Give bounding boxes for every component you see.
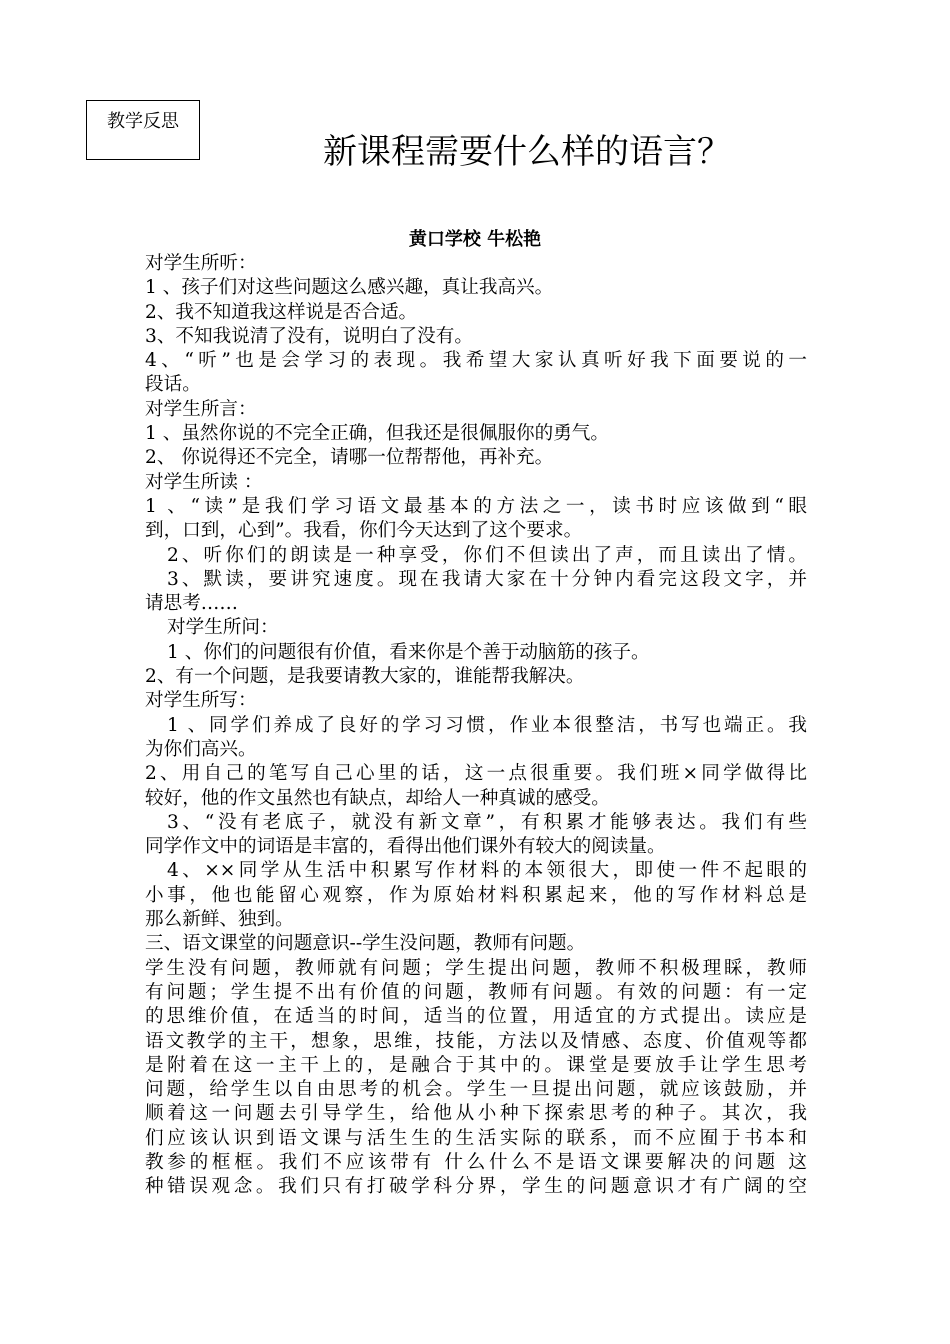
- text-line: 1 、孩子们对这些问题这么感兴趣，真让我高兴。: [145, 277, 554, 299]
- text-line: 那么新鲜、独到。: [145, 909, 294, 931]
- text-line: 种错误观念。我们只有打破学科分界，学生的问题意识才有广阔的空: [145, 1176, 807, 1198]
- text-line: 4、××同学从生活中积累写作材料的本领很大，即使一件不起眼的: [167, 860, 807, 882]
- text-line: 1 、同学们养成了良好的学习习惯，作业本很整洁，书写也端正。我: [167, 714, 807, 736]
- text-line: 教参的框框。我们不应该带有 什么什么不是语文课要解决的问题 这: [145, 1151, 807, 1173]
- text-line: 3、“没有老底子，就没有新文章”，有积累才能够表达。我们有些: [167, 811, 807, 833]
- text-line: 1 、你们的问题很有价值，看来你是个善于动脑筋的孩子。: [167, 641, 650, 663]
- text-line: 2、我不知道我这样说是否合适。: [145, 301, 418, 323]
- text-line: 3、默读，要讲究速度。现在我请大家在十分钟内看完这段文字，并: [167, 568, 807, 590]
- text-line: 们应该认识到语文课与活生生的生活实际的联系，而不应囿于书本和: [145, 1127, 807, 1149]
- text-line: 有问题；学生提不出有价值的问题，教师有问题。有效的问题：有一定: [145, 981, 807, 1003]
- text-line: 2、有一个问题，是我要请教大家的，谁能帮我解决。: [145, 666, 585, 688]
- text-line: 学生没有问题，教师就有问题；学生提出问题，教师不积极理睬，教师: [145, 957, 807, 979]
- text-line: 较好，他的作文虽然也有缺点，却给人一种真诚的感受。: [145, 787, 610, 809]
- text-line: 1 、虽然你说的不完全正确，但我还是很佩服你的勇气。: [145, 423, 609, 445]
- text-line: 小事，他也能留心观察，作为原始材料积累起来，他的写作材料总是: [145, 884, 807, 906]
- text-line: 3、不知我说清了没有，说明白了没有。: [145, 325, 473, 347]
- author-byline: 黄口学校 牛松艳: [408, 229, 542, 250]
- text-line: 的思维价值，在适当的时间，适当的位置，用适宜的方式提出。读应是: [145, 1006, 807, 1028]
- text-line: 顺着这一问题去引导学生，给他从小种下探索思考的种子。其次，我: [145, 1103, 807, 1125]
- text-line: 2、用自己的笔写自己心里的话，这一点很重要。我们班×同学做得比: [145, 763, 807, 785]
- text-line: 请思考……: [145, 593, 238, 615]
- text-line: 语文教学的主干，想象，思维，技能，方法以及情感、态度、价值观等都: [145, 1030, 807, 1052]
- text-line: 2、听你们的朗读是一种享受，你们不但读出了声，而且读出了情。: [167, 544, 807, 566]
- text-line: 是附着在这一主干上的，是融合于其中的。课堂是要放手让学生思考: [145, 1054, 807, 1076]
- text-line: 4、“听”也是会学习的表现。我希望大家认真听好我下面要说的一: [145, 350, 807, 372]
- document-title: 新课程需要什么样的语言？: [323, 132, 731, 172]
- category-tag-box: [86, 100, 200, 160]
- text-line: 为你们高兴。: [145, 738, 257, 760]
- text-line: 对学生所听：: [145, 253, 257, 274]
- text-line: 对学生所读 ：: [145, 471, 263, 493]
- text-line: 对学生所言：: [145, 398, 257, 420]
- text-line: 三、语文课堂的问题意识--学生没问题，教师有问题。: [145, 933, 586, 955]
- text-line: 对学生所写：: [145, 690, 257, 712]
- text-line: 对学生所问：: [167, 617, 279, 639]
- text-line: 段话。: [145, 374, 201, 396]
- text-line: 问题，给学生以自由思考的机会。学生一旦提出问题，就应该鼓励，并: [145, 1079, 807, 1101]
- document-body: [145, 252, 807, 1200]
- text-line: 同学作文中的词语是丰富的，看得出他们课外有较大的阅读量。: [145, 836, 666, 858]
- text-line: 1 、“读”是我们学习语文最基本的方法之一，读书时应该做到“眼: [145, 495, 807, 517]
- text-line: 2、 你说得还不完全，请哪一位帮帮他，再补充。: [145, 447, 554, 469]
- text-line: 到，口到，心到”。我看，你们今天达到了这个要求。: [145, 520, 583, 542]
- category-tag-label: 教学反思: [107, 111, 179, 132]
